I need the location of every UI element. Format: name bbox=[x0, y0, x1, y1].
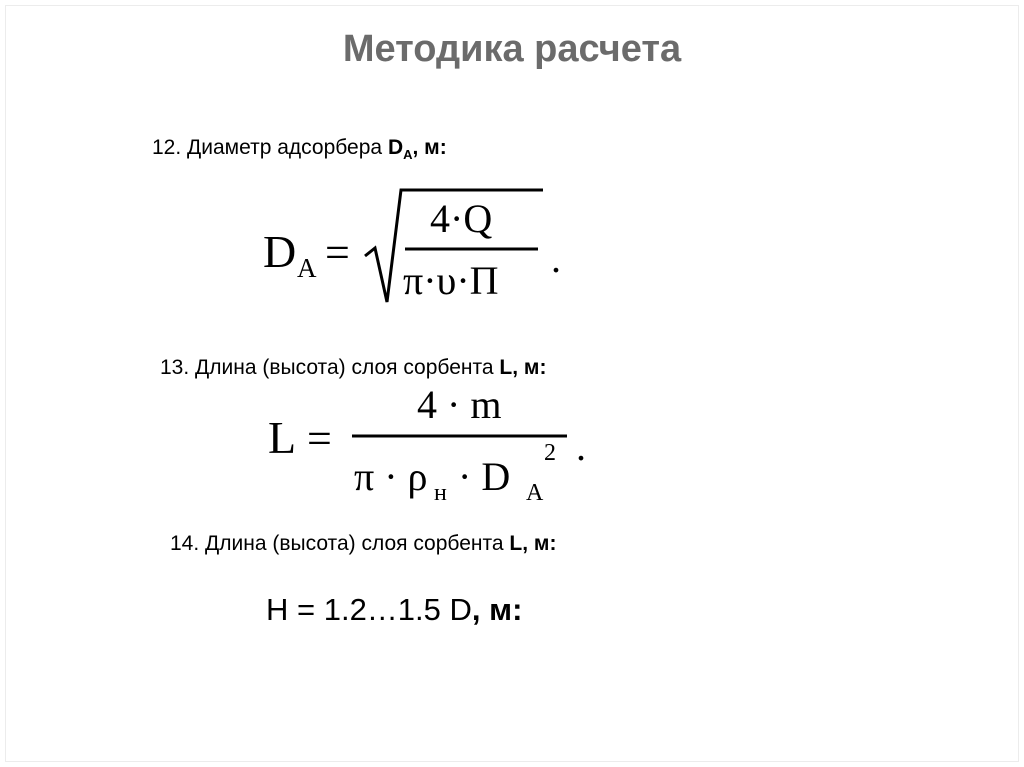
formula-lhs: L bbox=[268, 412, 297, 463]
formula-numerator: 4 · m bbox=[417, 382, 502, 427]
formula-diameter bbox=[255, 182, 575, 312]
item-subscript: A bbox=[403, 147, 413, 163]
item-text: Диаметр адсорбера bbox=[187, 136, 383, 159]
item-number: 14. bbox=[170, 532, 200, 555]
item-unit: , м: bbox=[522, 532, 557, 555]
item-symbol: L bbox=[499, 356, 513, 379]
page-title: Методика расчета bbox=[342, 28, 682, 70]
formula-lhs: D bbox=[263, 226, 297, 277]
formula-period: . bbox=[551, 236, 561, 281]
item-unit: , м: bbox=[412, 136, 447, 159]
formula-length bbox=[262, 380, 602, 510]
formula-denominator-a: π · ρ bbox=[354, 454, 428, 499]
item-number: 13. bbox=[160, 356, 190, 379]
item-symbol: L bbox=[509, 532, 523, 555]
formula-subscript-a: A bbox=[526, 480, 544, 506]
formula-equals: = bbox=[307, 414, 332, 463]
formula-denominator: π·υ·Π bbox=[403, 258, 499, 303]
formula-equals: = bbox=[325, 228, 350, 277]
formula-denominator-b: · D bbox=[458, 454, 511, 499]
formula-height-unit: , м: bbox=[471, 592, 523, 627]
formula-lhs-subscript: A bbox=[297, 253, 317, 283]
item-unit: , м: bbox=[512, 356, 547, 379]
item-text: Длина (высота) слоя сорбента bbox=[195, 356, 494, 379]
formula-subscript-h: н bbox=[434, 480, 447, 506]
item-12-label bbox=[152, 136, 447, 162]
formula-period: . bbox=[576, 424, 586, 469]
item-14-label bbox=[170, 532, 556, 556]
formula-height-text: H = 1.2…1.5 D bbox=[266, 592, 472, 627]
formula-numerator: 4·Q bbox=[430, 196, 493, 241]
formula-height bbox=[266, 592, 522, 628]
item-symbol: D bbox=[387, 136, 404, 159]
item-number: 12. bbox=[152, 136, 182, 159]
item-13-label bbox=[160, 356, 546, 380]
formula-superscript-2: 2 bbox=[544, 440, 556, 466]
item-text: Длина (высота) слоя сорбента bbox=[205, 532, 504, 555]
